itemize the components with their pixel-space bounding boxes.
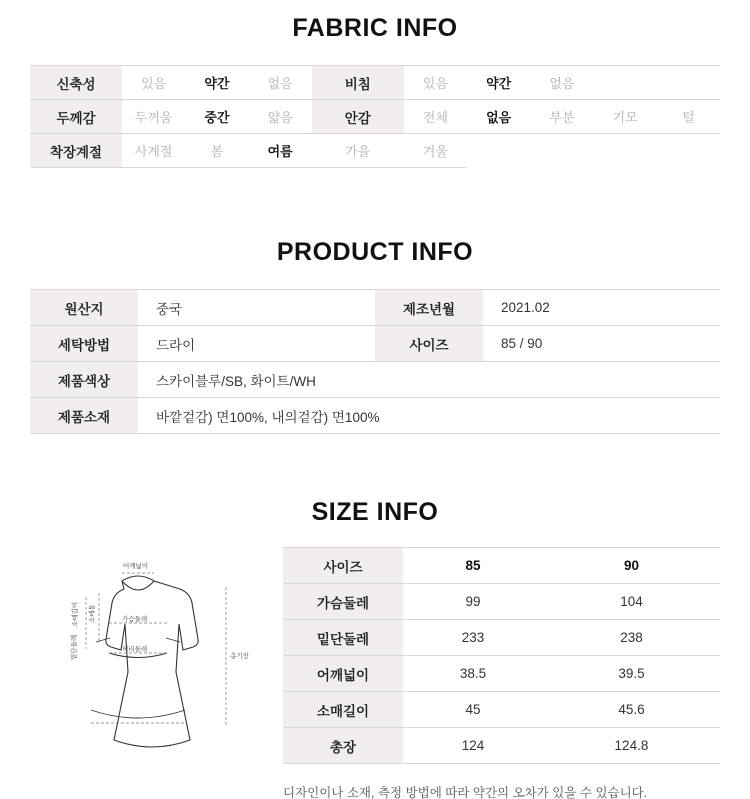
fabric-option-selected: 없음 xyxy=(467,100,530,134)
fabric-spacer xyxy=(467,134,530,168)
fabric-label-lining: 안감 xyxy=(312,100,404,134)
fabric-option: 두꺼움 xyxy=(122,100,185,134)
size-info-title: SIZE INFO xyxy=(311,498,439,526)
fabric-label-thickness: 두께감 xyxy=(30,100,122,134)
fabric-label-sheerness: 비침 xyxy=(312,66,404,100)
size-row-label-sleeve: 소매길이 xyxy=(283,692,403,728)
table-row xyxy=(30,398,720,434)
fabric-spacer xyxy=(530,134,593,168)
size-cell-total-90: 124.8 xyxy=(543,728,720,764)
table-row xyxy=(283,584,720,620)
fabric-spacer xyxy=(657,134,720,168)
fabric-option: 봄 xyxy=(185,134,248,168)
label-bust: 가슴둘레 xyxy=(122,616,148,623)
size-cell-bust-85: 99 xyxy=(403,584,543,620)
product-value-wash: 드라이 xyxy=(138,326,375,362)
label-sleeve-width: 소매통 xyxy=(89,604,96,623)
size-disclaimer-note: 디자인이나 소재, 측정 방법에 따라 약간의 오차가 있을 수 있습니다. xyxy=(283,786,648,799)
product-label-origin: 원산지 xyxy=(30,290,138,326)
size-row-label-hem: 밑단둘레 xyxy=(283,620,403,656)
product-value-manufacture-date: 2021.02 xyxy=(483,290,720,326)
label-sleeve-length: 소매길이 xyxy=(72,601,79,627)
size-header-90: 90 xyxy=(543,548,720,584)
fabric-spacer xyxy=(594,134,657,168)
size-cell-bust-90: 104 xyxy=(543,584,720,620)
fabric-info-table xyxy=(30,65,720,168)
fabric-option: 부분 xyxy=(530,100,593,134)
table-row xyxy=(30,134,720,168)
product-value-material: 바깥겉감) 면100%, 내의겉감) 면100% xyxy=(138,398,720,434)
product-label-size: 사이즈 xyxy=(375,326,483,362)
size-cell-shoulder-85: 38.5 xyxy=(403,656,543,692)
product-value-size: 85 / 90 xyxy=(483,326,720,362)
product-label-color: 제품색상 xyxy=(30,362,138,398)
fabric-label-stretch: 신축성 xyxy=(30,66,122,100)
table-row xyxy=(30,290,720,326)
size-info-section xyxy=(30,547,720,773)
fabric-spacer xyxy=(657,66,720,100)
fabric-option: 있음 xyxy=(122,66,185,100)
fabric-option: 없음 xyxy=(249,66,312,100)
size-cell-sleeve-90: 45.6 xyxy=(543,692,720,728)
table-row xyxy=(283,656,720,692)
product-value-color: 스카이블루/SB, 화이트/WH xyxy=(138,362,720,398)
size-header-label: 사이즈 xyxy=(283,548,403,584)
size-cell-total-85: 124 xyxy=(403,728,543,764)
table-row xyxy=(283,728,720,764)
label-hem: 밑단둘레 xyxy=(71,634,78,660)
fabric-option: 기모 xyxy=(594,100,657,134)
size-row-label-shoulder: 어깨넓이 xyxy=(283,656,403,692)
label-waist: 허리둘레 xyxy=(122,646,148,653)
size-row-label-total: 총장 xyxy=(283,728,403,764)
table-row xyxy=(283,620,720,656)
fabric-option-selected: 중간 xyxy=(185,100,248,134)
table-row xyxy=(283,692,720,728)
fabric-option: 얇음 xyxy=(249,100,312,134)
product-label-material: 제품소재 xyxy=(30,398,138,434)
fabric-option: 털 xyxy=(657,100,720,134)
size-header-85: 85 xyxy=(403,548,543,584)
fabric-option: 없음 xyxy=(530,66,593,100)
fabric-label-season: 착장계절 xyxy=(30,134,122,168)
fabric-option: 가을 xyxy=(312,134,404,168)
fabric-option: 있음 xyxy=(404,66,467,100)
size-cell-hem-85: 233 xyxy=(403,620,543,656)
product-value-origin: 중국 xyxy=(138,290,375,326)
size-info-table xyxy=(283,547,720,764)
fabric-option: 사계절 xyxy=(122,134,185,168)
table-row xyxy=(30,66,720,100)
table-row xyxy=(30,100,720,134)
dress-measurement-illustration xyxy=(30,553,275,768)
product-info-table xyxy=(30,289,720,434)
fabric-option: 전체 xyxy=(404,100,467,134)
table-row xyxy=(30,326,720,362)
product-label-manufacture-date: 제조년월 xyxy=(375,290,483,326)
size-cell-shoulder-90: 39.5 xyxy=(543,656,720,692)
fabric-option-selected: 여름 xyxy=(249,134,312,168)
table-row xyxy=(283,548,720,584)
label-total-length: 총기장 xyxy=(230,653,249,660)
fabric-option-selected: 약간 xyxy=(467,66,530,100)
label-shoulder: 어깨넓이 xyxy=(123,563,149,570)
size-cell-hem-90: 238 xyxy=(543,620,720,656)
fabric-spacer xyxy=(594,66,657,100)
fabric-option: 겨울 xyxy=(404,134,467,168)
product-info-title: PRODUCT INFO xyxy=(276,238,474,266)
table-row xyxy=(30,362,720,398)
size-row-label-bust: 가슴둘레 xyxy=(283,584,403,620)
size-cell-sleeve-85: 45 xyxy=(403,692,543,728)
fabric-option-selected: 약간 xyxy=(185,66,248,100)
product-label-wash: 세탁방법 xyxy=(30,326,138,362)
dress-diagram xyxy=(30,547,275,773)
fabric-info-title: FABRIC INFO xyxy=(292,14,458,42)
